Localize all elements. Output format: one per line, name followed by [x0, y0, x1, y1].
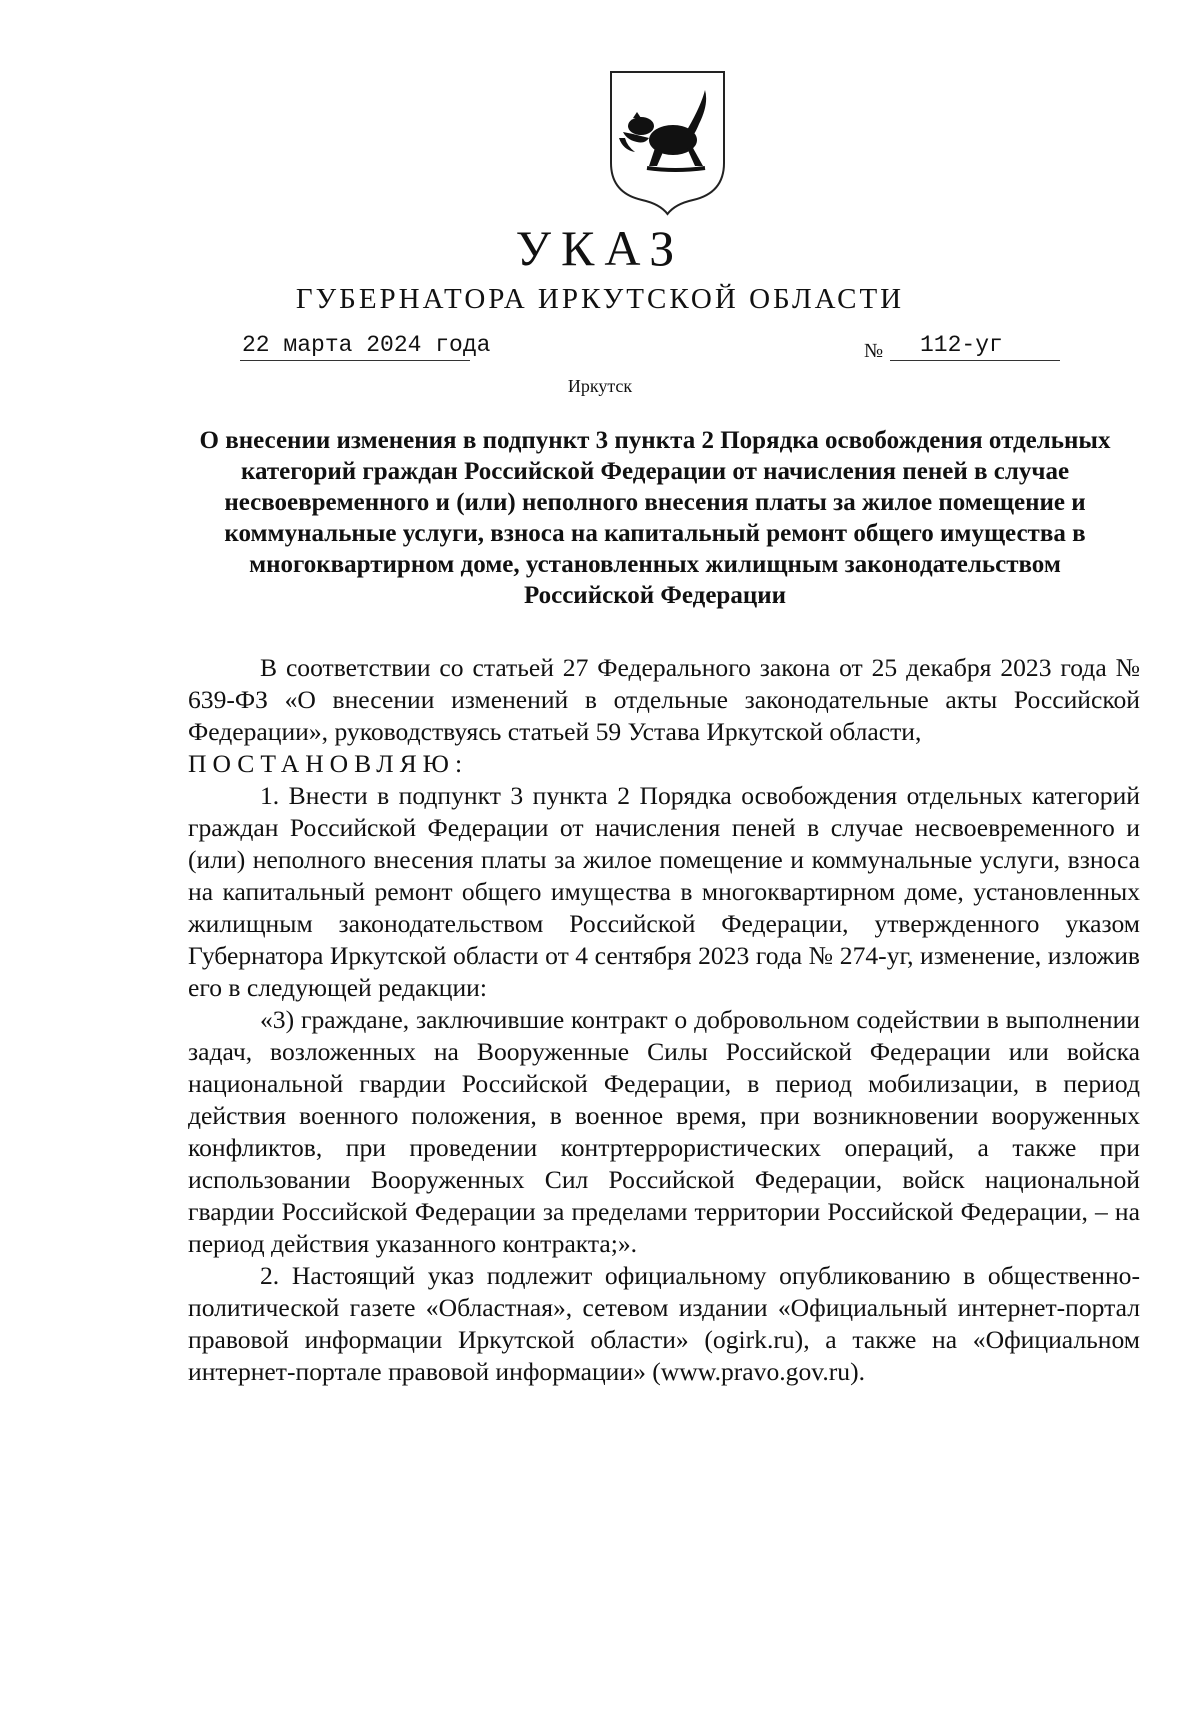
item-1: 1. Внести в подпункт 3 пункта 2 Порядка освобождения отдельных категорий граждан Российской Федерации от начисления пеней в случае несвоевременного и (или) неполного внесения платы за жилое помещение и коммунальные услуги, взноса на капитальный ремонт общего имущества в многоквартирном доме, установленных жилищным законодательством Российской Федерации, утвержденного указом Губернатора Иркутской области от 4 сентября 2023 года № 274-уг, изменение, изложив его в следующей редакции: [188, 781, 1140, 1002]
document-type-title: УКАЗ [515, 220, 685, 276]
document-title: О внесении изменения в подпункт 3 пункта 2 Порядка освобождения отдельных категорий граждан Российской Федерации от начисления пеней в случае несвоевременного и (или) неполного внесения платы за жилое помещение и коммунальные услуги, взноса на капитальный ремонт общего имущества в многоквартирном доме, установленных жилищным законодательством Российской Федерации [199, 427, 1111, 609]
issue-city: Иркутск [567, 376, 633, 396]
document-body [188, 652, 1140, 1388]
preamble: В соответствии со статьей 27 Федерального закона от 25 декабря 2023 года № 639-ФЗ «О внесении изменений в отдельные законодательные акты Российской Федерации», руководствуясь статьей 59 Устава Иркутской области, [188, 653, 1140, 746]
document-date: 22 марта 2024 года [240, 330, 470, 361]
irkutsk-coat-of-arms-icon [605, 68, 730, 218]
number-sign: № [864, 340, 884, 362]
item-2: 2. Настоящий указ подлежит официальному опубликованию в общественно-политической газете «Областная», сетевом издании «Официальный интернет-портал правовой информации Иркутской области» (ogirk.ru), а также на «Официальном интернет-портале правовой информации» (www.pravo.gov.ru). [188, 1261, 1140, 1386]
document-number: 112-уг [890, 330, 1060, 361]
item-1-quote: «3) граждане, заключившие контракт о добровольном содействии в выполнении задач, возложенных на Вооруженные Силы Российской Федерации или войска национальной гвардии Российской Федерации, в период мобилизации, в период действия военного положения, в военное время, при возникновении вооруженных конфликтов, при проведении контртеррористических операций, а также при использовании Вооруженных Сил Российской Федерации, войск национальной гвардии Российской Федерации за пределами территории Российской Федерации, – на период действия указанного контракта;». [188, 1005, 1140, 1258]
resolve-heading: ПОСТАНОВЛЯЮ: [188, 749, 469, 778]
issuer-title: ГУБЕРНАТОРА ИРКУТСКОЙ ОБЛАСТИ [295, 283, 905, 315]
